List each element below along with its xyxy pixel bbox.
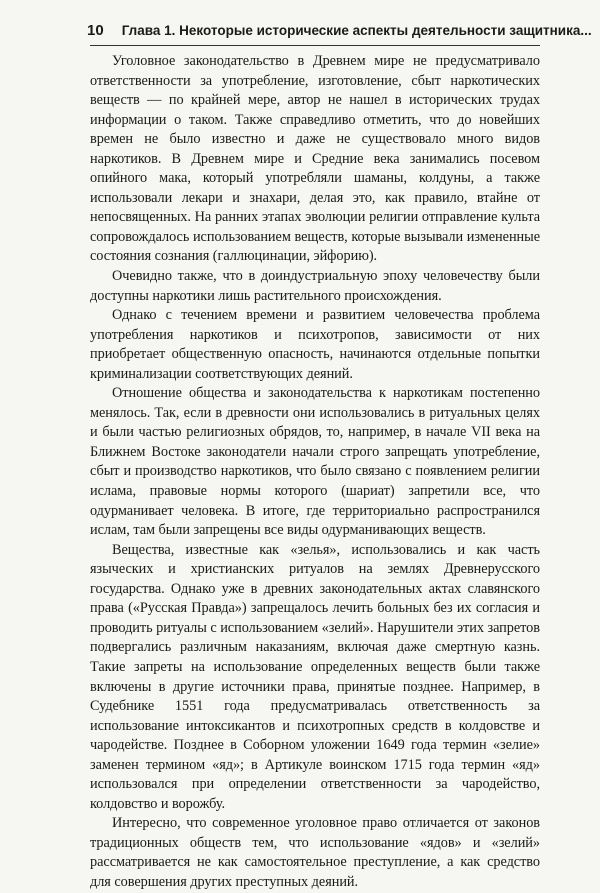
paragraph: Уголовное законодательство в Древнем мире не предусматривало ответственности за употребление, изготовление, сбыт наркотических веществ — по крайней мере, автор не нашел в исторических трудах информации о таком. Также справедливо отметить, что до новейших времен не было известно и даже не существовало много видов наркотиков. В Древнем мире и Средние века занимались посевом опийного мака, который употребляли шаманы, колдуны, а также использовали лекари и знахари, делая это, как правило, втайне от непосвященных. На ранних этапах эволюции религии отправление культа сопровождалось использованием веществ, которые вызывали измененные состояния сознания (галлюцинации, эйфорию).: [90, 53, 540, 265]
running-header: [87, 20, 592, 40]
page-number: 10: [87, 21, 104, 39]
paragraph: Однако с течением времени и развитием человечества проблема употребления наркотиков и психотропов, зависимости от них приобретает общественную опасность, начинаются отдельные попытки криминализации соответствующих деяний.: [90, 307, 540, 382]
header-rule: [90, 45, 540, 46]
body-text: [90, 52, 540, 893]
paragraph: Очевидно также, что в доиндустриальную эпоху человечеству были доступны наркотики лишь растительного происхождения.: [90, 268, 540, 304]
paragraph: Интересно, что современное уголовное право отличается от законов традиционных обществ тем, что использование «ядов» и «зелий» рассматривается не как самостоятельное преступление, а как средство для совершения других преступных деяний.: [90, 815, 540, 890]
chapter-title: Глава 1. Некоторые исторические аспекты деятельности защитника...: [121, 22, 592, 38]
paragraph: Вещества, известные как «зелья», использовались и как часть языческих и христианских ритуалов на землях Древнерусского государства. Однако уже в древних законодательных актах славянского права («Русская Правда») запрещалось лечить больных без их согласия и проводить ритуалы с использованием «зелий». Нарушители этих запретов подвергались различным наказаниям, включая даже смертную казнь. Такие запреты на использование определенных веществ были также включены в другие источники права, принятые позднее. Например, в Судебнике 1551 года предусматривалась ответственность за использование интоксикантов и психотропных средств в колдовстве и чародействе. Позднее в Соборном уложении 1649 года термин «зелие» заменен термином «яд»; в Артикуле воинском 1715 года термин «яд» использовался при определении ответственности за чародейство, колдовство и ворожбу.: [90, 541, 540, 812]
paragraph: Отношение общества и законодательства к наркотикам постепенно менялось. Так, если в древности они использовались в ритуальных целях и были частью религиозных обрядов, то, например, в начале VII века на Ближнем Востоке законодатели начали строго запрещать употребление, сбыт и производство наркотиков, что было связано с появлением религии ислама, правовые нормы которого (шариат) запретили все, что одурманивает человека. В итоге, где территориально распространился ислам, там были запрещены все виды одурманивающих веществ.: [90, 385, 540, 539]
